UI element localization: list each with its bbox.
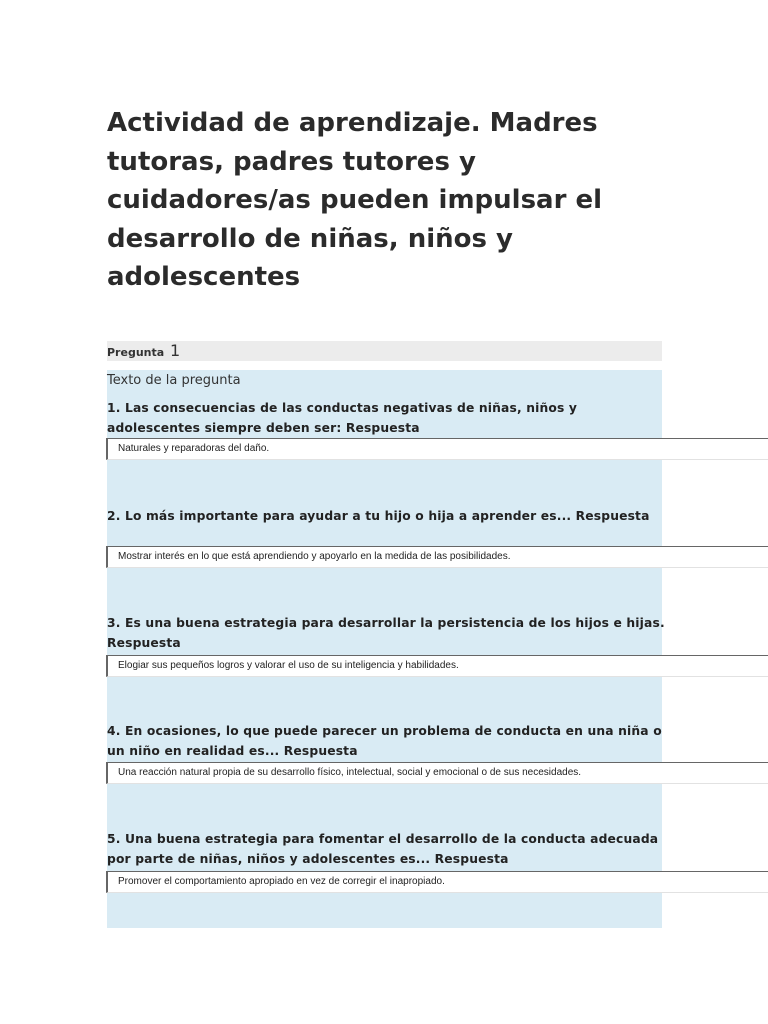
item-2-question: 2. Lo más importante para ayudar a tu hijo o hija a aprender es... Respuesta (107, 509, 650, 523)
item-1-answer-field[interactable]: Naturales y reparadoras del daño. (106, 438, 768, 460)
item-3-question: 3. Es una buena estrategia para desarrollar la persistencia de los hijos e hijas. Respuesta (107, 616, 665, 650)
item-5-question: 5. Una buena estrategia para fomentar el desarrollo de la conducta adecuada por parte de niñas, niños y adolescentes es... Respuesta (107, 832, 659, 866)
question-label: Pregunta (107, 346, 165, 359)
item-4-question: 4. En ocasiones, lo que puede parecer un problema de conducta en una niña o un niño en realidad es... Respuesta (107, 724, 662, 758)
question-header (107, 341, 662, 361)
document-title: Actividad de aprendizaje. Madres tutoras, padres tutores y cuidadores/as pueden impulsar el desarrollo de niñas, niños y adolescentes (107, 108, 603, 292)
item-5-answer-field[interactable]: Promover el comportamiento apropiado en vez de corregir el inapropiado. (106, 871, 768, 893)
question-number: 1 (170, 341, 181, 360)
item-1-question: 1. Las consecuencias de las conductas negativas de niñas, niños y adolescentes siempre deben ser: Respuesta (107, 401, 578, 435)
question-text-label: Texto de la pregunta (107, 373, 241, 388)
item-2-answer-field[interactable]: Mostrar interés en lo que está aprendiendo y apoyarlo en la medida de las posibilidades. (106, 546, 768, 568)
item-4-answer-field[interactable]: Una reacción natural propia de su desarrollo físico, intelectual, social y emocional o de sus necesidades. (106, 762, 768, 784)
item-3-answer-field[interactable]: Elogiar sus pequeños logros y valorar el uso de su inteligencia y habilidades. (106, 655, 768, 677)
